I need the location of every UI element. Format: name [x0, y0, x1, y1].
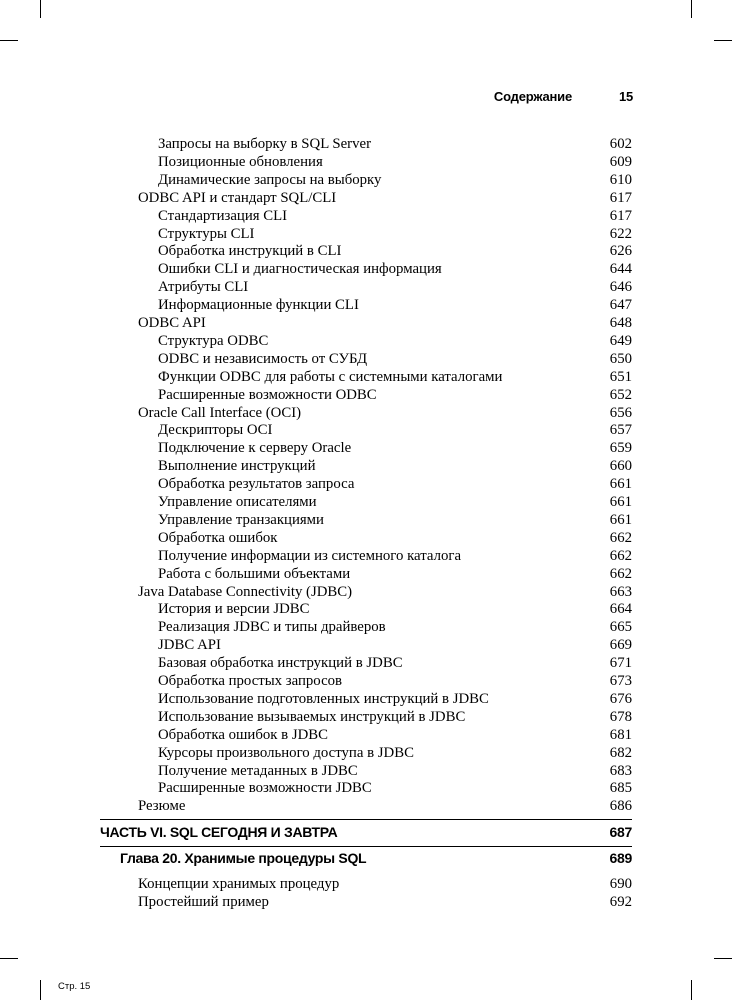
toc-entry[interactable] [158, 493, 632, 511]
toc-entry-title: Обработка результатов запроса [158, 476, 355, 493]
toc-entry-title: Функции ODBC для работы с системными каталогами [158, 368, 503, 385]
toc-entry-page: 646 [609, 279, 632, 296]
toc-entry-page: 676 [609, 690, 632, 707]
toc-entry-page: 617 [609, 207, 632, 224]
toc-entry-title: Резюме [138, 798, 186, 815]
crop-mark [40, 980, 41, 1000]
toc-entry[interactable] [158, 708, 632, 726]
toc-entry-title: Базовая обработка инструкций в JDBC [158, 655, 403, 672]
toc-entry[interactable] [158, 779, 632, 797]
toc-entry[interactable] [158, 332, 632, 350]
toc-entry-title: Обработка ошибок в JDBC [158, 726, 329, 743]
toc-entry-title: Управление транзакциями [158, 511, 324, 528]
toc-entry-title: Атрибуты CLI [158, 279, 249, 296]
toc-entry[interactable] [158, 225, 632, 243]
toc-entry-page: 652 [609, 386, 632, 403]
running-head-title: Содержание [493, 89, 572, 104]
toc-entry[interactable] [158, 529, 632, 547]
toc-entry-title: Дескрипторы OCI [158, 422, 273, 439]
toc-entry-page: 609 [609, 153, 632, 170]
toc-entry[interactable] [138, 875, 632, 893]
toc-entry[interactable] [158, 762, 632, 780]
toc-entry[interactable] [158, 654, 632, 672]
toc-entry-page: 692 [609, 894, 632, 911]
toc-entry-title: Обработка простых запросов [158, 673, 343, 689]
toc-entry-title: Структура ODBC [158, 332, 269, 349]
toc-entry-title: Java Database Connectivity (JDBC) [138, 583, 353, 600]
toc-entry-title: Расширенные возможности JDBC [158, 780, 372, 797]
toc-entry-title: Использование подготовленных инструкций в JDBC [158, 690, 489, 707]
toc-entry-page: 617 [609, 189, 632, 206]
toc-entry[interactable] [158, 744, 632, 762]
toc-entry-page: 685 [609, 780, 632, 797]
toc-entry[interactable] [158, 296, 632, 314]
toc-entry-title: ODBC и независимость от СУБД [158, 350, 368, 367]
toc-entry-page: 661 [609, 511, 632, 528]
toc-entry-page: 661 [609, 476, 632, 493]
toc-entry-page: 602 [609, 136, 632, 152]
crop-mark [691, 0, 692, 18]
toc-entry-page: 683 [609, 762, 632, 779]
toc-entry-page: 671 [609, 655, 632, 672]
crop-mark [714, 958, 732, 959]
toc-entry-title: Глава 20. Хранимые процедуры SQL [120, 850, 367, 867]
toc-entry-page: 657 [609, 422, 632, 439]
toc-entry-page: 651 [609, 368, 632, 385]
toc-entry-title: Выполнение инструкций [158, 458, 316, 475]
toc-entry-page: 687 [609, 824, 632, 841]
toc-entry[interactable] [158, 457, 632, 475]
toc-entry-title: Динамические запросы на выборку [158, 171, 382, 188]
toc-entry-title: Запросы на выборку в SQL Server [158, 136, 372, 152]
running-head-page-number: 15 [618, 89, 633, 104]
toc-entry-title: ODBC API и стандарт SQL/CLI [138, 189, 337, 206]
toc-entry-page: 610 [609, 171, 632, 188]
toc-entry[interactable] [158, 511, 632, 529]
toc-entry-title: JDBC API [158, 637, 221, 654]
toc-entry[interactable] [158, 439, 632, 457]
crop-mark [0, 958, 18, 959]
toc-entry-page: 626 [609, 243, 632, 260]
toc-entry-title: Структуры CLI [158, 225, 255, 242]
toc-entry-title: Обработка ошибок [158, 529, 278, 546]
toc-entry[interactable] [158, 726, 632, 744]
part-separator [100, 819, 632, 820]
toc-entry-title: Управление описателями [158, 494, 317, 510]
toc-entry[interactable] [158, 135, 632, 153]
toc-entry-page: 662 [609, 547, 632, 564]
toc-entry-title: Oracle Call Interface (OCI) [138, 404, 302, 421]
toc-entry[interactable] [158, 350, 632, 368]
toc-entry-page: 673 [609, 673, 632, 689]
toc-entry[interactable] [138, 189, 632, 207]
toc-entry[interactable] [158, 565, 632, 583]
footer-page-label: Стр. 15 [58, 981, 91, 992]
toc-entry[interactable] [138, 583, 632, 601]
toc-entry[interactable] [158, 260, 632, 278]
toc-entry-page: 682 [609, 744, 632, 761]
toc-entry[interactable] [138, 314, 632, 332]
toc-entry-title: ЧАСТЬ VI. SQL СЕГОДНЯ И ЗАВТРА [100, 824, 338, 841]
toc-entry-title: История и версии JDBC [158, 601, 310, 618]
toc-entry[interactable] [158, 153, 632, 171]
toc-entry[interactable] [158, 368, 632, 386]
toc-entry-page: 690 [609, 876, 632, 893]
toc-entry-title: Реализация JDBC и типы драйверов [158, 619, 386, 636]
toc-entry-page: 686 [609, 798, 632, 815]
toc-entry-title: Работа с большими объектами [158, 565, 351, 582]
toc-entry[interactable] [158, 547, 632, 565]
toc-entry-page: 669 [609, 637, 632, 654]
toc-entry-title: Позиционные обновления [158, 153, 323, 170]
toc-entry-page: 644 [609, 261, 632, 278]
toc-entry-page: 649 [609, 332, 632, 349]
toc-entry-page: 622 [609, 225, 632, 242]
toc-entry[interactable] [158, 618, 632, 636]
toc-entry[interactable] [158, 600, 632, 618]
toc-entry[interactable] [138, 797, 632, 815]
toc-entry-title: Подключение к серверу Oracle [158, 440, 352, 457]
toc-entry-page: 656 [609, 404, 632, 421]
toc-entry[interactable] [158, 242, 632, 260]
toc-entry-page: 665 [609, 619, 632, 636]
toc-entry-title: Стандартизация CLI [158, 207, 288, 224]
toc-entry[interactable] [158, 278, 632, 296]
toc-entry[interactable] [158, 475, 632, 493]
toc-entry-title: Получение информации из системного каталога [158, 547, 462, 564]
toc-entry-page: 650 [609, 350, 632, 367]
toc-entry-page: 659 [609, 440, 632, 457]
toc-entry[interactable] [100, 823, 632, 841]
toc-entry-page: 664 [609, 601, 632, 618]
toc-entry[interactable] [138, 893, 632, 911]
toc-entry[interactable] [158, 171, 632, 189]
toc-entry[interactable] [138, 404, 632, 422]
toc-entry-page: 648 [609, 315, 632, 331]
toc-entry-title: Концепции хранимых процедур [138, 876, 340, 893]
toc-entry[interactable] [158, 672, 632, 690]
toc-entry[interactable] [158, 207, 632, 225]
toc-entry-title: Расширенные возможности ODBC [158, 386, 377, 403]
toc-entry-page: 662 [609, 565, 632, 582]
toc-entry[interactable] [158, 386, 632, 404]
toc-entry-title: Использование вызываемых инструкций в JDBC [158, 708, 466, 725]
toc-entry-title: Информационные функции CLI [158, 297, 359, 314]
toc-entry-title: Обработка инструкций в CLI [158, 243, 342, 260]
toc-entry[interactable] [158, 690, 632, 708]
toc-entry-page: 689 [609, 850, 632, 867]
toc-entry-page: 661 [609, 494, 632, 510]
crop-mark [714, 40, 732, 41]
toc-entry-page: 681 [609, 726, 632, 743]
toc-entry-title: Курсоры произвольного доступа в JDBC [158, 744, 414, 761]
toc-entry-page: 662 [609, 529, 632, 546]
chapter-separator [100, 846, 632, 847]
crop-mark [40, 0, 41, 18]
toc-entry-page: 647 [609, 297, 632, 314]
toc-entry[interactable] [158, 421, 632, 439]
toc-entry-page: 678 [609, 708, 632, 725]
toc-entry-page: 663 [609, 583, 632, 600]
toc-entry[interactable] [158, 636, 632, 654]
running-head [0, 89, 732, 107]
crop-mark [0, 40, 18, 41]
toc-entry-title: Ошибки CLI и диагностическая информация [158, 261, 442, 278]
toc-entry-title: Получение метаданных в JDBC [158, 762, 358, 779]
toc-entry[interactable] [120, 849, 632, 867]
crop-mark [691, 980, 692, 1000]
toc-entry-page: 660 [609, 458, 632, 475]
toc-entry-title: Простейший пример [138, 894, 269, 911]
toc-entry-title: ODBC API [138, 315, 206, 331]
